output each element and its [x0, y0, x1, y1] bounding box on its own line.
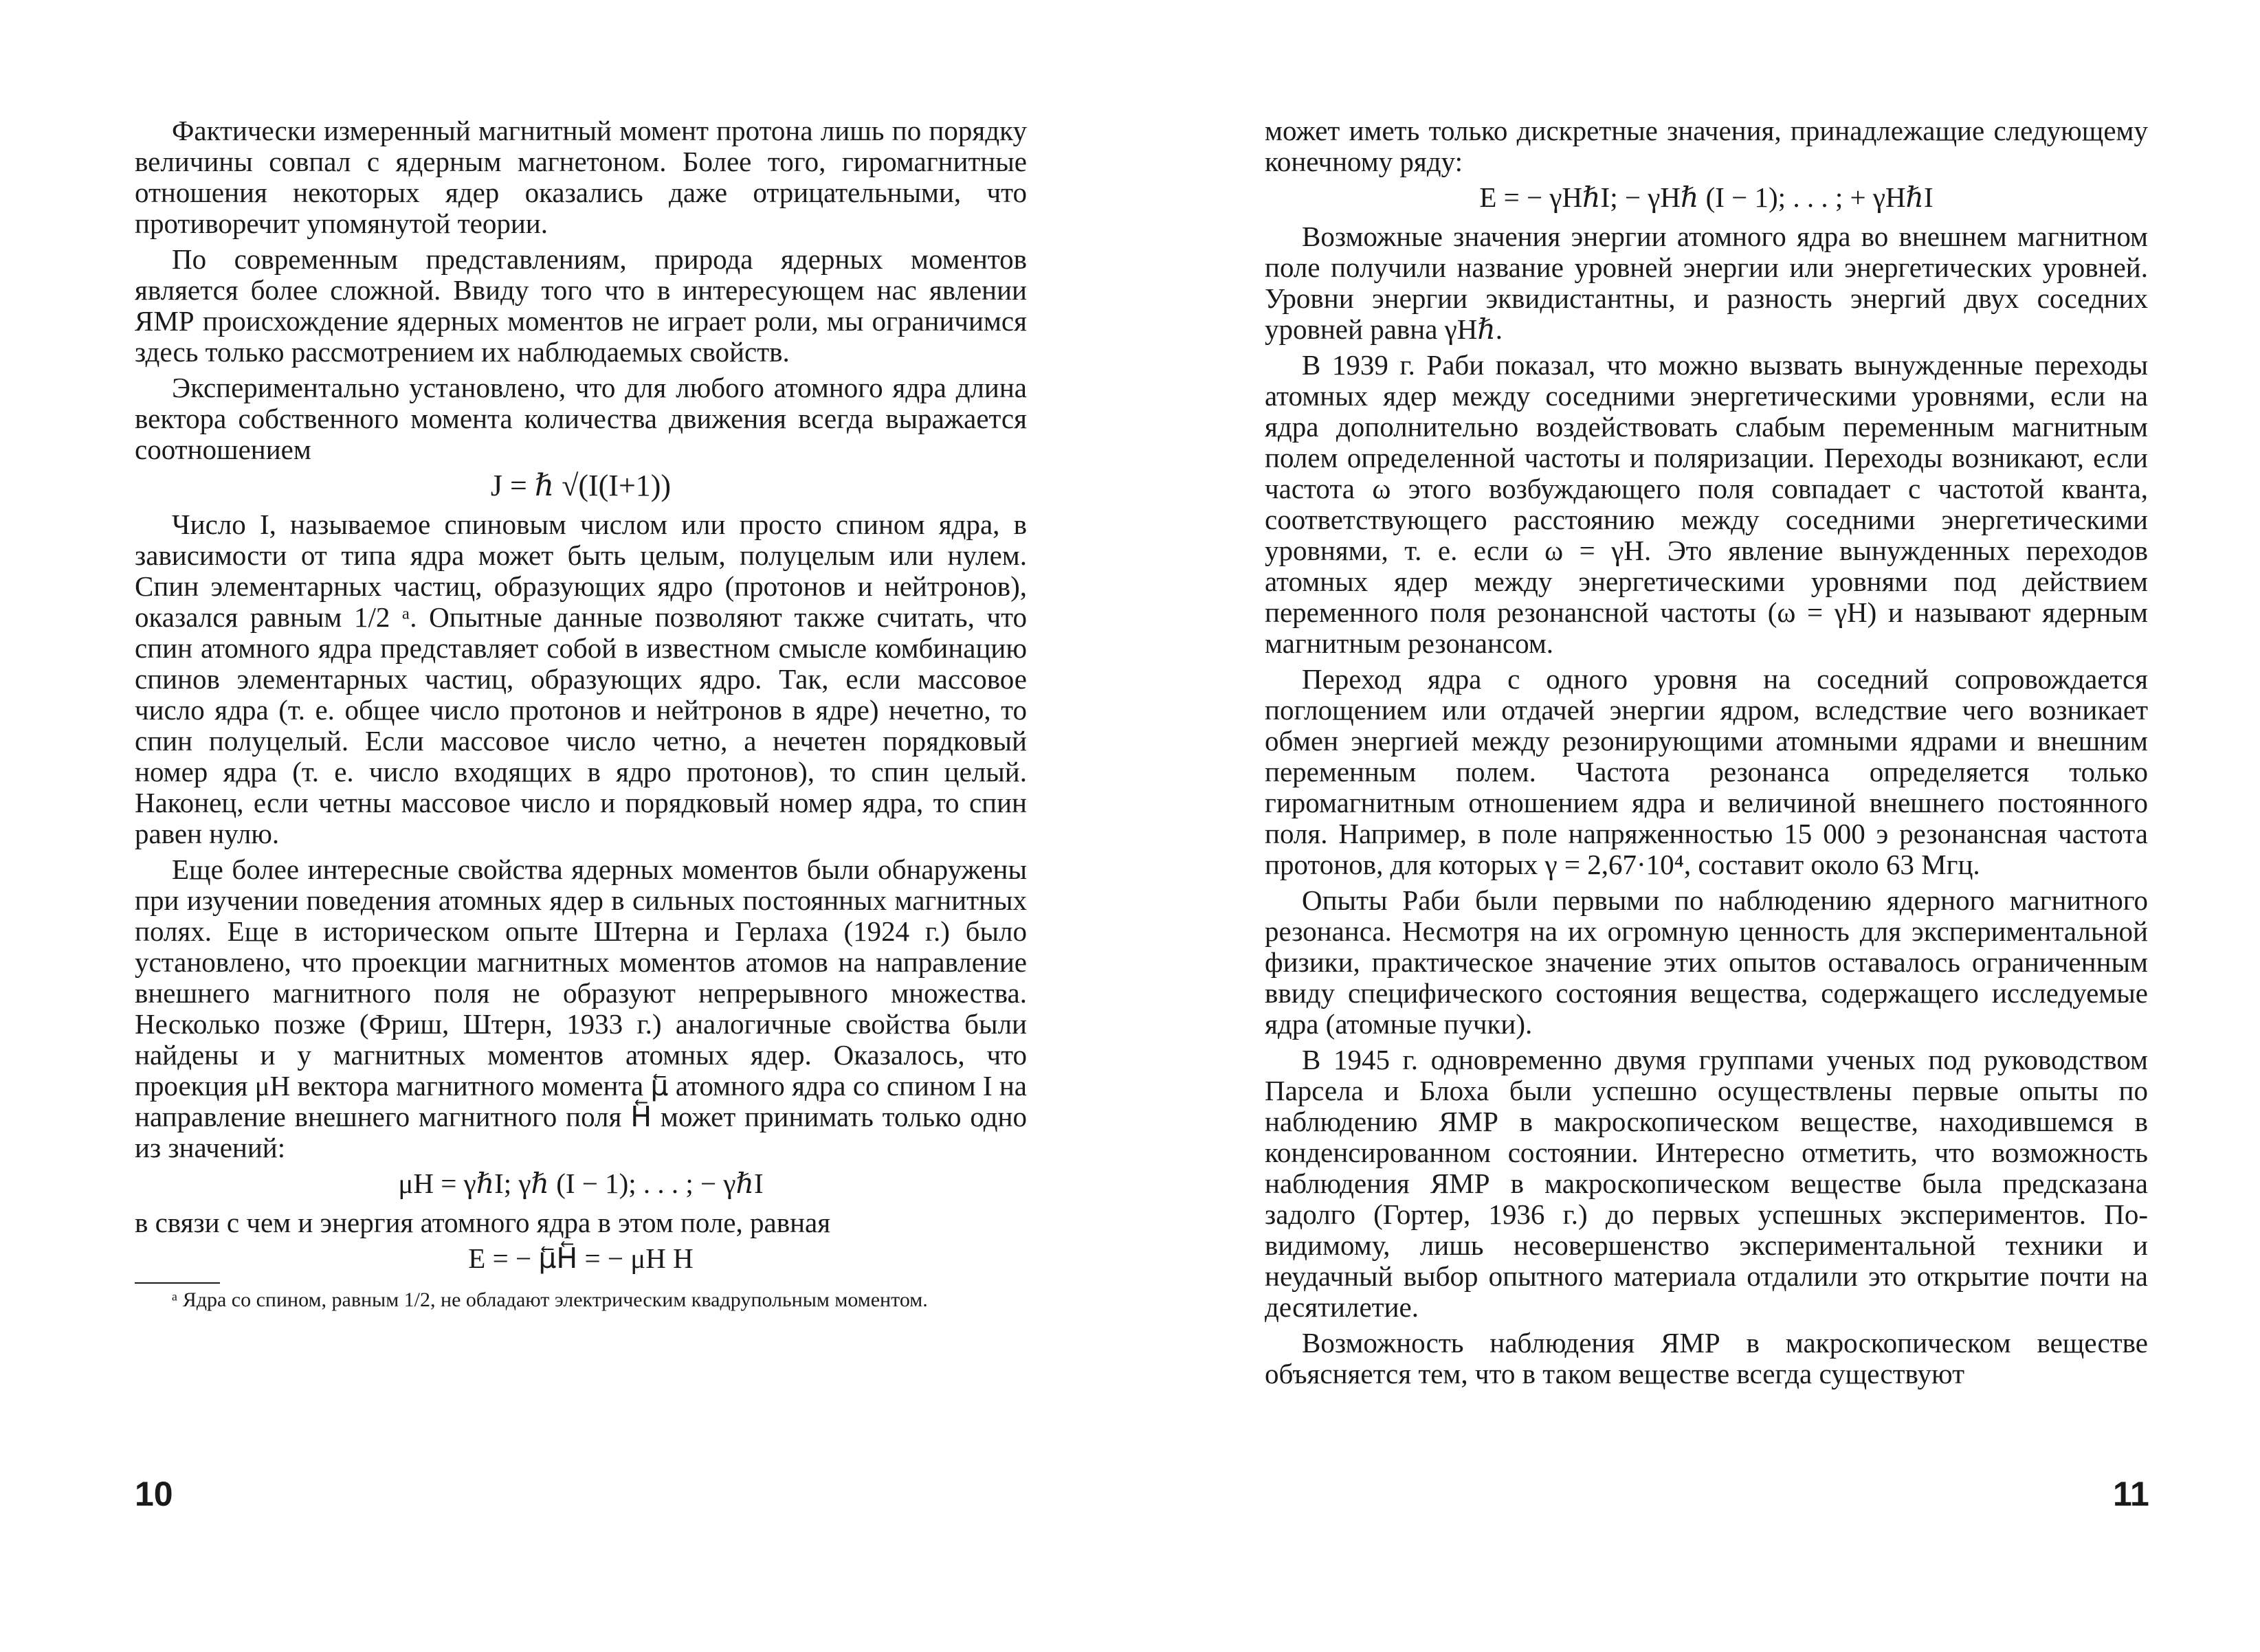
- right-page: [1130, 0, 2260, 1652]
- footnote: ᵃ Ядра со спином, равным 1/2, не обладают электрическим квадрупольным моментом.: [172, 1288, 928, 1311]
- formula-angular-momentum-text: J = ℏ √(I(I+1)): [490, 469, 672, 502]
- left-paragraph-2: По современным представлениям, природа ядерных моментов является более сложной. Ввиду того что в интересующем нас явлении ЯМР происхождение ядерных моментов не играет роли, мы ограничимся здесь только рассмотрением их наблюдаемых свойств.: [135, 243, 1027, 368]
- right-paragraph-6: В 1945 г. одновременно двумя группами ученых под руководством Парсела и Блоха были успешно осуществлены первые опыты по наблюдению ЯМР в макроскопическом веществе, находившемся в конденсированном состоянии. Интересно отметить, что возможность наблюдения ЯМР в макроскопическом веществе была предсказана задолго (Гортер, 1936 г.) до первых успешных экспериментов. По-видимому, лишь несовершенство экспериментальной техники и неудачный выбор опытного материала отдалили это открытие почти на десятилетие.: [1265, 1044, 2148, 1323]
- left-paragraph-5: Еще более интересные свойства ядерных моментов были обнаружены при изучении поведения атомных ядер в сильных постоянных магнитных полях. Еще в историческом опыте Штерна и Герлаха (1924 г.) было установлено, что проекции магнитных моментов атомов на направление внешнего магнитного поля не образуют непрерывного множества. Несколько позже (Фриш, Штерн, 1933 г.) аналогичные свойства были найдены и у магнитных моментов атомных ядер. Оказалось, что проекция μH вектора магнитного момента μ⃖ атомного ядра со спином I на направление внешнего магнитного поля H⃖ может принимать только одно из значений:: [135, 853, 1027, 1163]
- formula-energy-levels: [1265, 182, 2148, 213]
- page-number-left: 10: [135, 1475, 173, 1513]
- formula-energy: [135, 1243, 1027, 1274]
- left-paragraph-4: Число I, называемое спиновым числом или просто спином ядра, в зависимости от типа ядра может быть целым, полуцелым или нулем. Спин элементарных частиц, образующих ядро (протонов и нейтронов), оказался равным 1/2 ᵃ. Опытные данные позволяют также считать, что спин атомного ядра представляет собой в известном смысле комбинацию спинов элементарных частиц, образующих ядро. Так, если массовое число ядра (т. е. общее число протонов и нейтронов в ядре) нечетно, то спин полуцелый. Если массовое число четно, а нечетен порядковый номер ядра (т. е. число входящих в ядро протонов), то спин целый. Наконец, если четны массовое число и порядковый номер ядра, то спин равен нулю.: [135, 509, 1027, 849]
- footnote-divider: [135, 1282, 220, 1284]
- right-paragraph-2: Возможные значения энергии атомного ядра во внешнем магнитном поле получили название уровней энергии или энергетических уровней. Уровни энергии эквидистантны, и разность энергий двух соседних уровней равна γHℏ.: [1265, 221, 2148, 345]
- formula-angular-momentum: [135, 470, 1027, 501]
- formula-energy-text: E = − μ⃖H⃖ = − μH H: [468, 1242, 694, 1274]
- right-text-column: [1265, 115, 2148, 1394]
- page-number-right: 11: [2113, 1475, 2149, 1513]
- formula-projections-text: μH = γℏI; γℏ (I − 1); . . . ; − γℏI: [398, 1168, 764, 1199]
- left-paragraph-3: Экспериментально установлено, что для любого атомного ядра длина вектора собственного момента количества движения всегда выражается соотношением: [135, 372, 1027, 465]
- left-paragraph-1: Фактически измеренный магнитный момент протона лишь по порядку величины совпал с ядерным магнетоном. Более того, гиромагнитные отношения некоторых ядер оказались даже отрицательными, что противоречит упомянутой теории.: [135, 115, 1027, 239]
- right-paragraph-4: Переход ядра с одного уровня на соседний сопровождается поглощением или отдачей энергии ядром, вследствие чего возникает обмен энергией между резонирующими атомными ядрами и внешним переменным полем. Частота резонанса определяется только гиромагнитным отношением ядра и величиной внешнего постоянного поля. Например, в поле напряженностью 15 000 э резонансная частота протонов, для которых γ = 2,67·10⁴, составит около 63 Мгц.: [1265, 663, 2148, 880]
- right-paragraph-1: может иметь только дискретные значения, принадлежащие следующему конечному ряду:: [1265, 115, 2148, 177]
- right-paragraph-7: Возможность наблюдения ЯМР в макроскопическом веществе объясняется тем, что в таком веществе всегда существуют: [1265, 1327, 2148, 1389]
- left-text-column: [135, 115, 1027, 1335]
- right-paragraph-3: В 1939 г. Раби показал, что можно вызвать вынужденные переходы атомных ядер между соседними энергетическими уровнями, если на ядра дополнительно воздействовать слабым переменным магнитным полем определенной частоты и поляризации. Переходы возникают, если частота ω этого возбуждающего поля совпадает с частотой кванта, соответствующего расстоянию между соседними энергетическими уровнями, т. е. если ω = γH. Это явление вынужденных переходов атомных ядер между энергетическими уровнями под действием переменного поля резонансной частоты (ω = γH) и называют ядерным магнитным резонансом.: [1265, 349, 2148, 659]
- left-paragraph-6: в связи с чем и энергия атомного ядра в этом поле, равная: [135, 1207, 831, 1238]
- formula-projections: [135, 1168, 1027, 1199]
- right-paragraph-5: Опыты Раби были первыми по наблюдению ядерного магнитного резонанса. Несмотря на их огромную ценность для экспериментальной физики, практическое значение этих опытов оставалось ограниченным ввиду специфического состояния вещества, содержащего исследуемые ядра (атомные пучки).: [1265, 884, 2148, 1040]
- formula-energy-levels-text: E = − γHℏI; − γHℏ (I − 1); . . . ; + γHℏI: [1479, 181, 1934, 213]
